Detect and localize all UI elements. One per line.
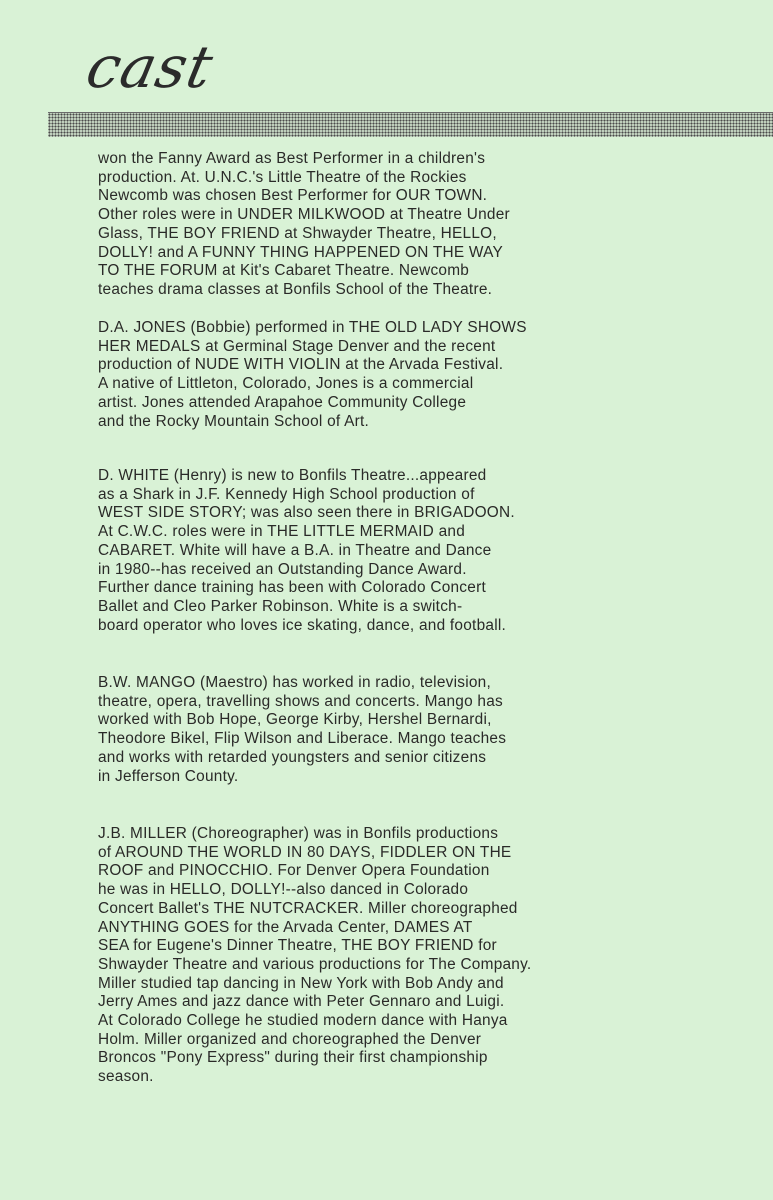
- bio-line: Further dance training has been with Colorado Concert: [98, 579, 486, 597]
- page-heading: cast: [80, 33, 220, 101]
- bio-line: Other roles were in UNDER MILKWOOD at Theatre Under: [98, 206, 510, 224]
- bio-line: in 1980--has received an Outstanding Dance Award.: [98, 560, 467, 578]
- bio-line: in Jefferson County.: [98, 767, 239, 785]
- bio-line: SEA for Eugene's Dinner Theatre, THE BOY FRIEND for: [98, 937, 497, 955]
- bio-line: DOLLY! and A FUNNY THING HAPPENED ON THE WAY: [98, 243, 503, 261]
- bio-line: ANYTHING GOES for the Arvada Center, DAMES AT: [98, 918, 473, 936]
- bio-line: At C.W.C. roles were in THE LITTLE MERMAID and: [98, 523, 466, 541]
- bio-line: A native of Littleton, Colorado, Jones is a commercial: [98, 375, 474, 393]
- bio-line: season.: [98, 1068, 154, 1086]
- bio-line: Newcomb was chosen Best Performer for OUR TOWN.: [98, 187, 488, 205]
- bio-line: he was in HELLO, DOLLY!--also danced in Colorado: [98, 881, 469, 899]
- bio-line: board operator who loves ice skating, dance, and football.: [98, 616, 507, 634]
- bio-line: HER MEDALS at Germinal Stage Denver and the recent: [98, 337, 496, 355]
- bio-line: Jerry Ames and jazz dance with Peter Gennaro and Luigi.: [98, 993, 505, 1011]
- bio-line: B.W. MANGO (Maestro) has worked in radio, television,: [98, 674, 492, 691]
- bio-line: WEST SIDE STORY; was also seen there in BRIGADOON.: [98, 504, 515, 522]
- bio-line: of AROUND THE WORLD IN 80 DAYS, FIDDLER ON THE: [98, 843, 512, 861]
- bio-line: as a Shark in J.F. Kennedy High School production of: [98, 485, 475, 503]
- bio-line: TO THE FORUM at Kit's Cabaret Theatre. Newcomb: [98, 262, 470, 280]
- bio-line: Miller studied tap dancing in New York with Bob Andy and: [98, 974, 504, 992]
- bio-line: Broncos "Pony Express" during their first championship: [98, 1049, 488, 1067]
- bio-line: At Colorado College he studied modern dance with Hanya: [98, 1012, 508, 1030]
- bio-line: D. WHITE (Henry) is new to Bonfils Theatre...appeared: [98, 467, 487, 484]
- bio-line: Holm. Miller organized and choreographed the Denver: [98, 1030, 482, 1048]
- bio-line: production. At. U.N.C.'s Little Theatre of the Rockies: [98, 168, 467, 186]
- bio-line: production of NUDE WITH VIOLIN at the Arvada Festival.: [98, 356, 504, 374]
- bio-line: Shwayder Theatre and various productions for The Company.: [98, 955, 532, 973]
- bio-line: artist. Jones attended Arapahoe Community College: [98, 393, 467, 411]
- cast-bio-mango: [98, 674, 618, 786]
- bio-line: and the Rocky Mountain School of Art.: [98, 412, 370, 430]
- bio-line: worked with Bob Hope, George Kirby, Hershel Bernardi,: [98, 711, 492, 729]
- halftone-divider: [48, 112, 773, 137]
- bio-line: D.A. JONES (Bobbie) performed in THE OLD LADY SHOWS: [98, 319, 527, 336]
- bio-line: Concert Ballet's THE NUTCRACKER. Miller choreographed: [98, 899, 518, 917]
- cast-bio-white: [98, 467, 618, 635]
- bio-line: theatre, opera, travelling shows and concerts. Mango has: [98, 692, 503, 710]
- bio-line: and works with retarded youngsters and senior citizens: [98, 748, 487, 766]
- cast-bio-jones: [98, 319, 618, 431]
- bio-line: ROOF and PINOCCHIO. For Denver Opera Foundation: [98, 862, 490, 880]
- bio-line: won the Fanny Award as Best Performer in a children's: [98, 150, 486, 167]
- bio-line: Ballet and Cleo Parker Robinson. White is a switch-: [98, 597, 463, 615]
- bio-line: Glass, THE BOY FRIEND at Shwayder Theatre, HELLO,: [98, 224, 497, 242]
- bio-line: CABARET. White will have a B.A. in Theatre and Dance: [98, 541, 492, 559]
- bio-line: J.B. MILLER (Choreographer) was in Bonfils productions: [98, 825, 499, 842]
- cast-bio-newcomb: [98, 150, 618, 300]
- bio-line: Theodore Bikel, Flip Wilson and Liberace. Mango teaches: [98, 730, 507, 748]
- bio-line: teaches drama classes at Bonfils School of the Theatre.: [98, 280, 493, 298]
- cast-bio-miller: [98, 825, 618, 1087]
